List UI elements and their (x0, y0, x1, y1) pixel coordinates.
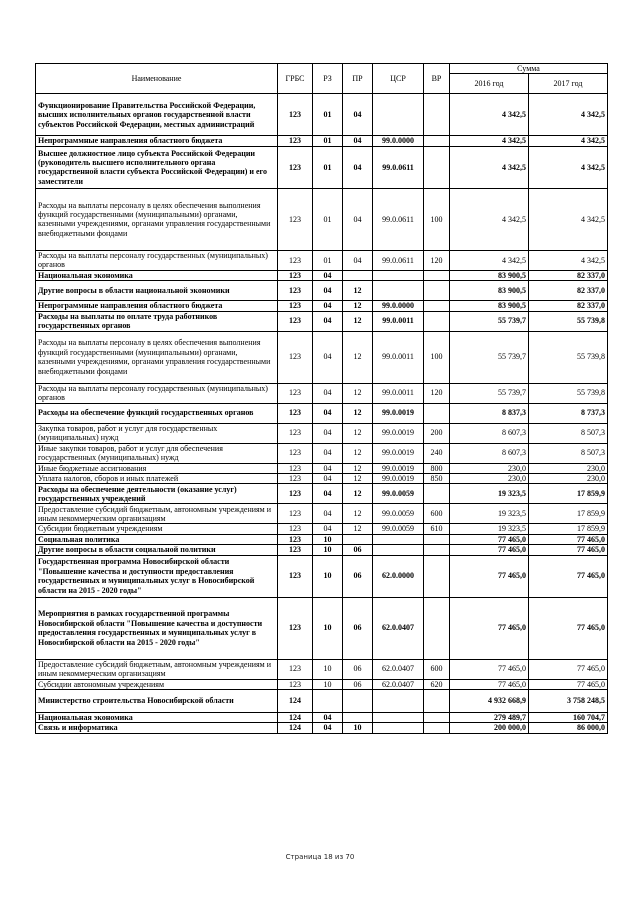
cell-s2017: 160 704,7 (529, 713, 608, 723)
cell-vr (424, 94, 450, 136)
cell-s2016: 77 465,0 (450, 545, 529, 555)
cell-rz: 04 (313, 723, 343, 733)
cell-name: Расходы на выплаты персоналу государственных (муниципальных) органов (36, 250, 278, 270)
cell-vr (424, 545, 450, 555)
cell-s2016: 55 739,7 (450, 331, 529, 383)
cell-grbs: 123 (278, 188, 313, 250)
cell-vr: 200 (424, 423, 450, 443)
cell-rz: 10 (313, 534, 343, 544)
cell-rz: 10 (313, 555, 343, 597)
cell-pr: 12 (343, 443, 373, 463)
cell-s2017: 230,0 (529, 463, 608, 473)
cell-pr: 06 (343, 597, 373, 659)
cell-csr: 99.0.0011 (373, 311, 424, 331)
cell-grbs: 123 (278, 311, 313, 331)
cell-rz: 04 (313, 383, 343, 403)
cell-grbs: 123 (278, 250, 313, 270)
table-row (36, 597, 608, 659)
cell-name: Расходы на выплаты персоналу в целях обеспечения выполнения функций государственными (муниципальными) органами, казенными учреждениями, органами управления государственными внебюджетными фондами (36, 331, 278, 383)
cell-vr (424, 555, 450, 597)
cell-s2017: 77 465,0 (529, 679, 608, 689)
cell-s2017: 82 337,0 (529, 270, 608, 280)
page-footer: Страница 18 из 70 (285, 853, 355, 861)
cell-name: Субсидии бюджетным учреждениям (36, 524, 278, 534)
cell-s2017: 77 465,0 (529, 555, 608, 597)
cell-vr (424, 484, 450, 504)
cell-pr: 06 (343, 679, 373, 689)
cell-s2016: 77 465,0 (450, 679, 529, 689)
cell-s2017: 17 859,9 (529, 484, 608, 504)
header-year-2016: 2016 год (450, 74, 529, 94)
cell-pr: 12 (343, 311, 373, 331)
cell-name: Предоставление субсидий бюджетным, автономным учреждениям и иным некоммерческим организациям (36, 659, 278, 679)
cell-s2017: 55 739,8 (529, 331, 608, 383)
cell-vr: 600 (424, 504, 450, 524)
cell-s2016: 55 739,7 (450, 311, 529, 331)
cell-csr: 62.0.0407 (373, 659, 424, 679)
cell-s2017: 8 737,3 (529, 403, 608, 423)
table-row (36, 659, 608, 679)
cell-pr: 12 (343, 301, 373, 311)
cell-grbs: 123 (278, 524, 313, 534)
cell-vr (424, 281, 450, 301)
table-row (36, 146, 608, 188)
cell-name: Непрограммные направления областного бюджета (36, 136, 278, 146)
cell-grbs: 123 (278, 555, 313, 597)
cell-csr: 99.0.0611 (373, 146, 424, 188)
header-year-2017: 2017 год (529, 74, 608, 94)
cell-rz: 04 (313, 713, 343, 723)
cell-s2016: 4 342,5 (450, 94, 529, 136)
cell-csr (373, 94, 424, 136)
cell-grbs: 123 (278, 331, 313, 383)
cell-grbs: 123 (278, 534, 313, 544)
cell-grbs: 123 (278, 484, 313, 504)
cell-vr: 850 (424, 474, 450, 484)
cell-s2016: 4 342,5 (450, 136, 529, 146)
cell-csr (373, 534, 424, 544)
cell-grbs: 123 (278, 423, 313, 443)
cell-pr: 12 (343, 484, 373, 504)
cell-rz: 01 (313, 188, 343, 250)
cell-s2017: 82 337,0 (529, 301, 608, 311)
cell-pr: 12 (343, 504, 373, 524)
cell-rz: 04 (313, 423, 343, 443)
cell-csr (373, 690, 424, 713)
cell-vr (424, 690, 450, 713)
cell-csr: 99.0.0611 (373, 188, 424, 250)
cell-s2016: 19 323,5 (450, 484, 529, 504)
cell-rz: 04 (313, 270, 343, 280)
table-row (36, 555, 608, 597)
cell-vr: 600 (424, 659, 450, 679)
cell-rz (313, 690, 343, 713)
cell-name: Расходы на выплаты по оплате труда работников государственных органов (36, 311, 278, 331)
cell-name: Связь и информатика (36, 723, 278, 733)
cell-grbs: 123 (278, 403, 313, 423)
cell-vr (424, 597, 450, 659)
table-row (36, 723, 608, 733)
cell-csr: 99.0.0011 (373, 383, 424, 403)
cell-csr (373, 713, 424, 723)
cell-vr (424, 136, 450, 146)
cell-name: Высшее должностное лицо субъекта Российской Федерации (руководитель высшего исполнительного органа государственной власти субъекта Российской Федерации) и его заместители (36, 146, 278, 188)
cell-csr: 62.0.0000 (373, 555, 424, 597)
cell-grbs: 123 (278, 679, 313, 689)
cell-name: Уплата налогов, сборов и иных платежей (36, 474, 278, 484)
cell-pr: 04 (343, 94, 373, 136)
cell-pr (343, 690, 373, 713)
cell-s2017: 4 342,5 (529, 188, 608, 250)
cell-rz: 04 (313, 463, 343, 473)
cell-name: Непрограммные направления областного бюджета (36, 301, 278, 311)
cell-grbs: 123 (278, 659, 313, 679)
cell-vr (424, 270, 450, 280)
cell-pr: 12 (343, 463, 373, 473)
cell-vr: 240 (424, 443, 450, 463)
cell-pr: 12 (343, 474, 373, 484)
cell-csr: 99.0.0000 (373, 136, 424, 146)
cell-grbs: 123 (278, 545, 313, 555)
table-header (36, 64, 608, 94)
cell-name: Социальная политика (36, 534, 278, 544)
cell-s2016: 83 900,5 (450, 301, 529, 311)
cell-s2017: 77 465,0 (529, 545, 608, 555)
table-row (36, 94, 608, 136)
cell-csr: 99.0.0059 (373, 484, 424, 504)
table-row (36, 301, 608, 311)
cell-pr: 12 (343, 331, 373, 383)
cell-rz: 10 (313, 679, 343, 689)
cell-s2016: 4 932 668,9 (450, 690, 529, 713)
cell-vr: 800 (424, 463, 450, 473)
cell-name: Государственная программа Новосибирской области "Повышение качества и доступности предоставления государственных и муниципальных услуг в Новосибирской области на 2015 - 2020 годы" (36, 555, 278, 597)
cell-s2016: 230,0 (450, 474, 529, 484)
cell-rz: 04 (313, 403, 343, 423)
cell-name: Другие вопросы в области социальной политики (36, 545, 278, 555)
cell-vr: 100 (424, 331, 450, 383)
cell-grbs: 124 (278, 713, 313, 723)
cell-csr: 99.0.0019 (373, 443, 424, 463)
cell-rz: 10 (313, 597, 343, 659)
header-csr: ЦСР (373, 64, 424, 94)
cell-vr (424, 713, 450, 723)
cell-pr: 04 (343, 188, 373, 250)
cell-name: Закупка товаров, работ и услуг для государственных (муниципальных) нужд (36, 423, 278, 443)
cell-s2017: 4 342,5 (529, 94, 608, 136)
table-row (36, 524, 608, 534)
cell-vr (424, 146, 450, 188)
cell-csr: 99.0.0611 (373, 250, 424, 270)
cell-rz: 10 (313, 659, 343, 679)
cell-pr: 12 (343, 403, 373, 423)
cell-s2017: 77 465,0 (529, 659, 608, 679)
table-row (36, 474, 608, 484)
cell-s2016: 83 900,5 (450, 270, 529, 280)
cell-csr: 99.0.0011 (373, 331, 424, 383)
cell-s2016: 77 465,0 (450, 659, 529, 679)
cell-s2017: 4 342,5 (529, 146, 608, 188)
table-row (36, 545, 608, 555)
cell-vr (424, 723, 450, 733)
cell-vr: 120 (424, 250, 450, 270)
cell-s2017: 3 758 248,5 (529, 690, 608, 713)
cell-name: Функционирование Правительства Российской Федерации, высших исполнительных органов государственной власти субъектов Российской Федерации, местных администраций (36, 94, 278, 136)
cell-s2016: 8 607,3 (450, 423, 529, 443)
cell-grbs: 123 (278, 94, 313, 136)
cell-rz: 04 (313, 331, 343, 383)
cell-name: Иные бюджетные ассигнования (36, 463, 278, 473)
cell-s2016: 19 323,5 (450, 524, 529, 534)
cell-s2016: 83 900,5 (450, 281, 529, 301)
cell-name: Расходы на выплаты персоналу государственных (муниципальных) органов (36, 383, 278, 403)
cell-s2017: 55 739,8 (529, 311, 608, 331)
table-row (36, 250, 608, 270)
cell-name: Национальная экономика (36, 270, 278, 280)
table-row (36, 423, 608, 443)
cell-s2017: 55 739,8 (529, 383, 608, 403)
cell-s2017: 86 000,0 (529, 723, 608, 733)
cell-rz: 01 (313, 94, 343, 136)
table-row (36, 504, 608, 524)
cell-grbs: 123 (278, 504, 313, 524)
cell-pr: 06 (343, 545, 373, 555)
cell-name: Мероприятия в рамках государственной программы Новосибирской области "Повышение качества и доступности предоставления государственных и муниципальных услуг в Новосибирской области на 2015 - 2020 годы" (36, 597, 278, 659)
cell-csr: 99.0.0019 (373, 423, 424, 443)
cell-s2017: 230,0 (529, 474, 608, 484)
cell-s2016: 8 607,3 (450, 443, 529, 463)
cell-s2016: 77 465,0 (450, 534, 529, 544)
table-body (36, 94, 608, 733)
cell-csr (373, 281, 424, 301)
cell-name: Субсидии автономным учреждениям (36, 679, 278, 689)
table-row (36, 383, 608, 403)
cell-csr (373, 723, 424, 733)
cell-s2017: 4 342,5 (529, 136, 608, 146)
cell-grbs: 123 (278, 443, 313, 463)
cell-grbs: 124 (278, 690, 313, 713)
cell-s2017: 17 859,9 (529, 504, 608, 524)
cell-s2016: 77 465,0 (450, 597, 529, 659)
cell-rz: 01 (313, 250, 343, 270)
cell-rz: 04 (313, 311, 343, 331)
cell-csr (373, 545, 424, 555)
table-row (36, 484, 608, 504)
cell-rz: 04 (313, 443, 343, 463)
cell-vr (424, 403, 450, 423)
cell-pr: 10 (343, 723, 373, 733)
cell-grbs: 123 (278, 146, 313, 188)
cell-name: Национальная экономика (36, 713, 278, 723)
cell-grbs: 123 (278, 270, 313, 280)
cell-grbs: 123 (278, 281, 313, 301)
budget-table (35, 63, 608, 734)
cell-csr: 99.0.0059 (373, 504, 424, 524)
cell-name: Иные закупки товаров, работ и услуг для обеспечения государственных (муниципальных) нужд (36, 443, 278, 463)
cell-csr: 62.0.0407 (373, 679, 424, 689)
table-row (36, 270, 608, 280)
cell-grbs: 123 (278, 463, 313, 473)
cell-pr (343, 713, 373, 723)
cell-rz: 04 (313, 504, 343, 524)
table-row (36, 331, 608, 383)
cell-name: Другие вопросы в области национальной экономики (36, 281, 278, 301)
cell-pr: 12 (343, 524, 373, 534)
table-row (36, 443, 608, 463)
table-row (36, 679, 608, 689)
table-row (36, 311, 608, 331)
table-row (36, 713, 608, 723)
cell-s2016: 4 342,5 (450, 188, 529, 250)
cell-rz: 04 (313, 484, 343, 504)
cell-grbs: 124 (278, 723, 313, 733)
cell-s2016: 279 489,7 (450, 713, 529, 723)
cell-grbs: 123 (278, 597, 313, 659)
cell-rz: 01 (313, 136, 343, 146)
cell-s2016: 55 739,7 (450, 383, 529, 403)
cell-pr: 04 (343, 250, 373, 270)
cell-name: Расходы на обеспечение деятельности (оказание услуг) государственных учреждений (36, 484, 278, 504)
cell-s2017: 17 859,9 (529, 524, 608, 534)
cell-pr (343, 534, 373, 544)
cell-s2017: 77 465,0 (529, 597, 608, 659)
cell-grbs: 123 (278, 136, 313, 146)
cell-name: Предоставление субсидий бюджетным, автономным учреждениям и иным некоммерческим организациям (36, 504, 278, 524)
cell-s2017: 8 507,3 (529, 443, 608, 463)
cell-s2016: 19 323,5 (450, 504, 529, 524)
cell-pr: 04 (343, 146, 373, 188)
header-grbs: ГРБС (278, 64, 313, 94)
cell-pr: 12 (343, 383, 373, 403)
cell-csr: 99.0.0019 (373, 474, 424, 484)
header-sum: Сумма (450, 64, 608, 74)
cell-pr: 12 (343, 423, 373, 443)
cell-rz: 04 (313, 474, 343, 484)
cell-vr: 610 (424, 524, 450, 534)
cell-name: Расходы на выплаты персоналу в целях обеспечения выполнения функций государственными (муниципальными) органами, казенными учреждениями, органами управления государственными внебюджетными фондами (36, 188, 278, 250)
cell-pr: 12 (343, 281, 373, 301)
table-row (36, 281, 608, 301)
header-name: Наименование (36, 64, 278, 94)
cell-s2016: 230,0 (450, 463, 529, 473)
cell-vr: 100 (424, 188, 450, 250)
cell-name: Министерство строительства Новосибирской области (36, 690, 278, 713)
cell-s2016: 200 000,0 (450, 723, 529, 733)
cell-rz: 01 (313, 146, 343, 188)
cell-grbs: 123 (278, 474, 313, 484)
cell-grbs: 123 (278, 383, 313, 403)
table-row (36, 188, 608, 250)
cell-csr (373, 270, 424, 280)
cell-csr: 99.0.0000 (373, 301, 424, 311)
cell-rz: 04 (313, 524, 343, 534)
table-row (36, 136, 608, 146)
cell-vr: 120 (424, 383, 450, 403)
table-row (36, 534, 608, 544)
cell-rz: 04 (313, 301, 343, 311)
header-rz: РЗ (313, 64, 343, 94)
cell-csr: 99.0.0059 (373, 524, 424, 534)
table-row (36, 403, 608, 423)
cell-s2017: 82 337,0 (529, 281, 608, 301)
table-row (36, 690, 608, 713)
header-pr: ПР (343, 64, 373, 94)
cell-s2016: 77 465,0 (450, 555, 529, 597)
cell-s2017: 8 507,3 (529, 423, 608, 443)
cell-csr: 99.0.0019 (373, 463, 424, 473)
cell-pr: 04 (343, 136, 373, 146)
cell-rz: 10 (313, 545, 343, 555)
cell-csr: 62.0.0407 (373, 597, 424, 659)
cell-rz: 04 (313, 281, 343, 301)
cell-s2016: 8 837,3 (450, 403, 529, 423)
cell-vr: 620 (424, 679, 450, 689)
cell-csr: 99.0.0019 (373, 403, 424, 423)
cell-name: Расходы на обеспечение функций государственных органов (36, 403, 278, 423)
cell-s2016: 4 342,5 (450, 250, 529, 270)
cell-vr (424, 534, 450, 544)
cell-grbs: 123 (278, 301, 313, 311)
cell-s2017: 77 465,0 (529, 534, 608, 544)
table-row (36, 463, 608, 473)
cell-s2016: 4 342,5 (450, 146, 529, 188)
cell-vr (424, 301, 450, 311)
cell-pr: 06 (343, 659, 373, 679)
cell-pr: 06 (343, 555, 373, 597)
cell-s2017: 4 342,5 (529, 250, 608, 270)
header-vr: ВР (424, 64, 450, 94)
cell-pr (343, 270, 373, 280)
cell-vr (424, 311, 450, 331)
